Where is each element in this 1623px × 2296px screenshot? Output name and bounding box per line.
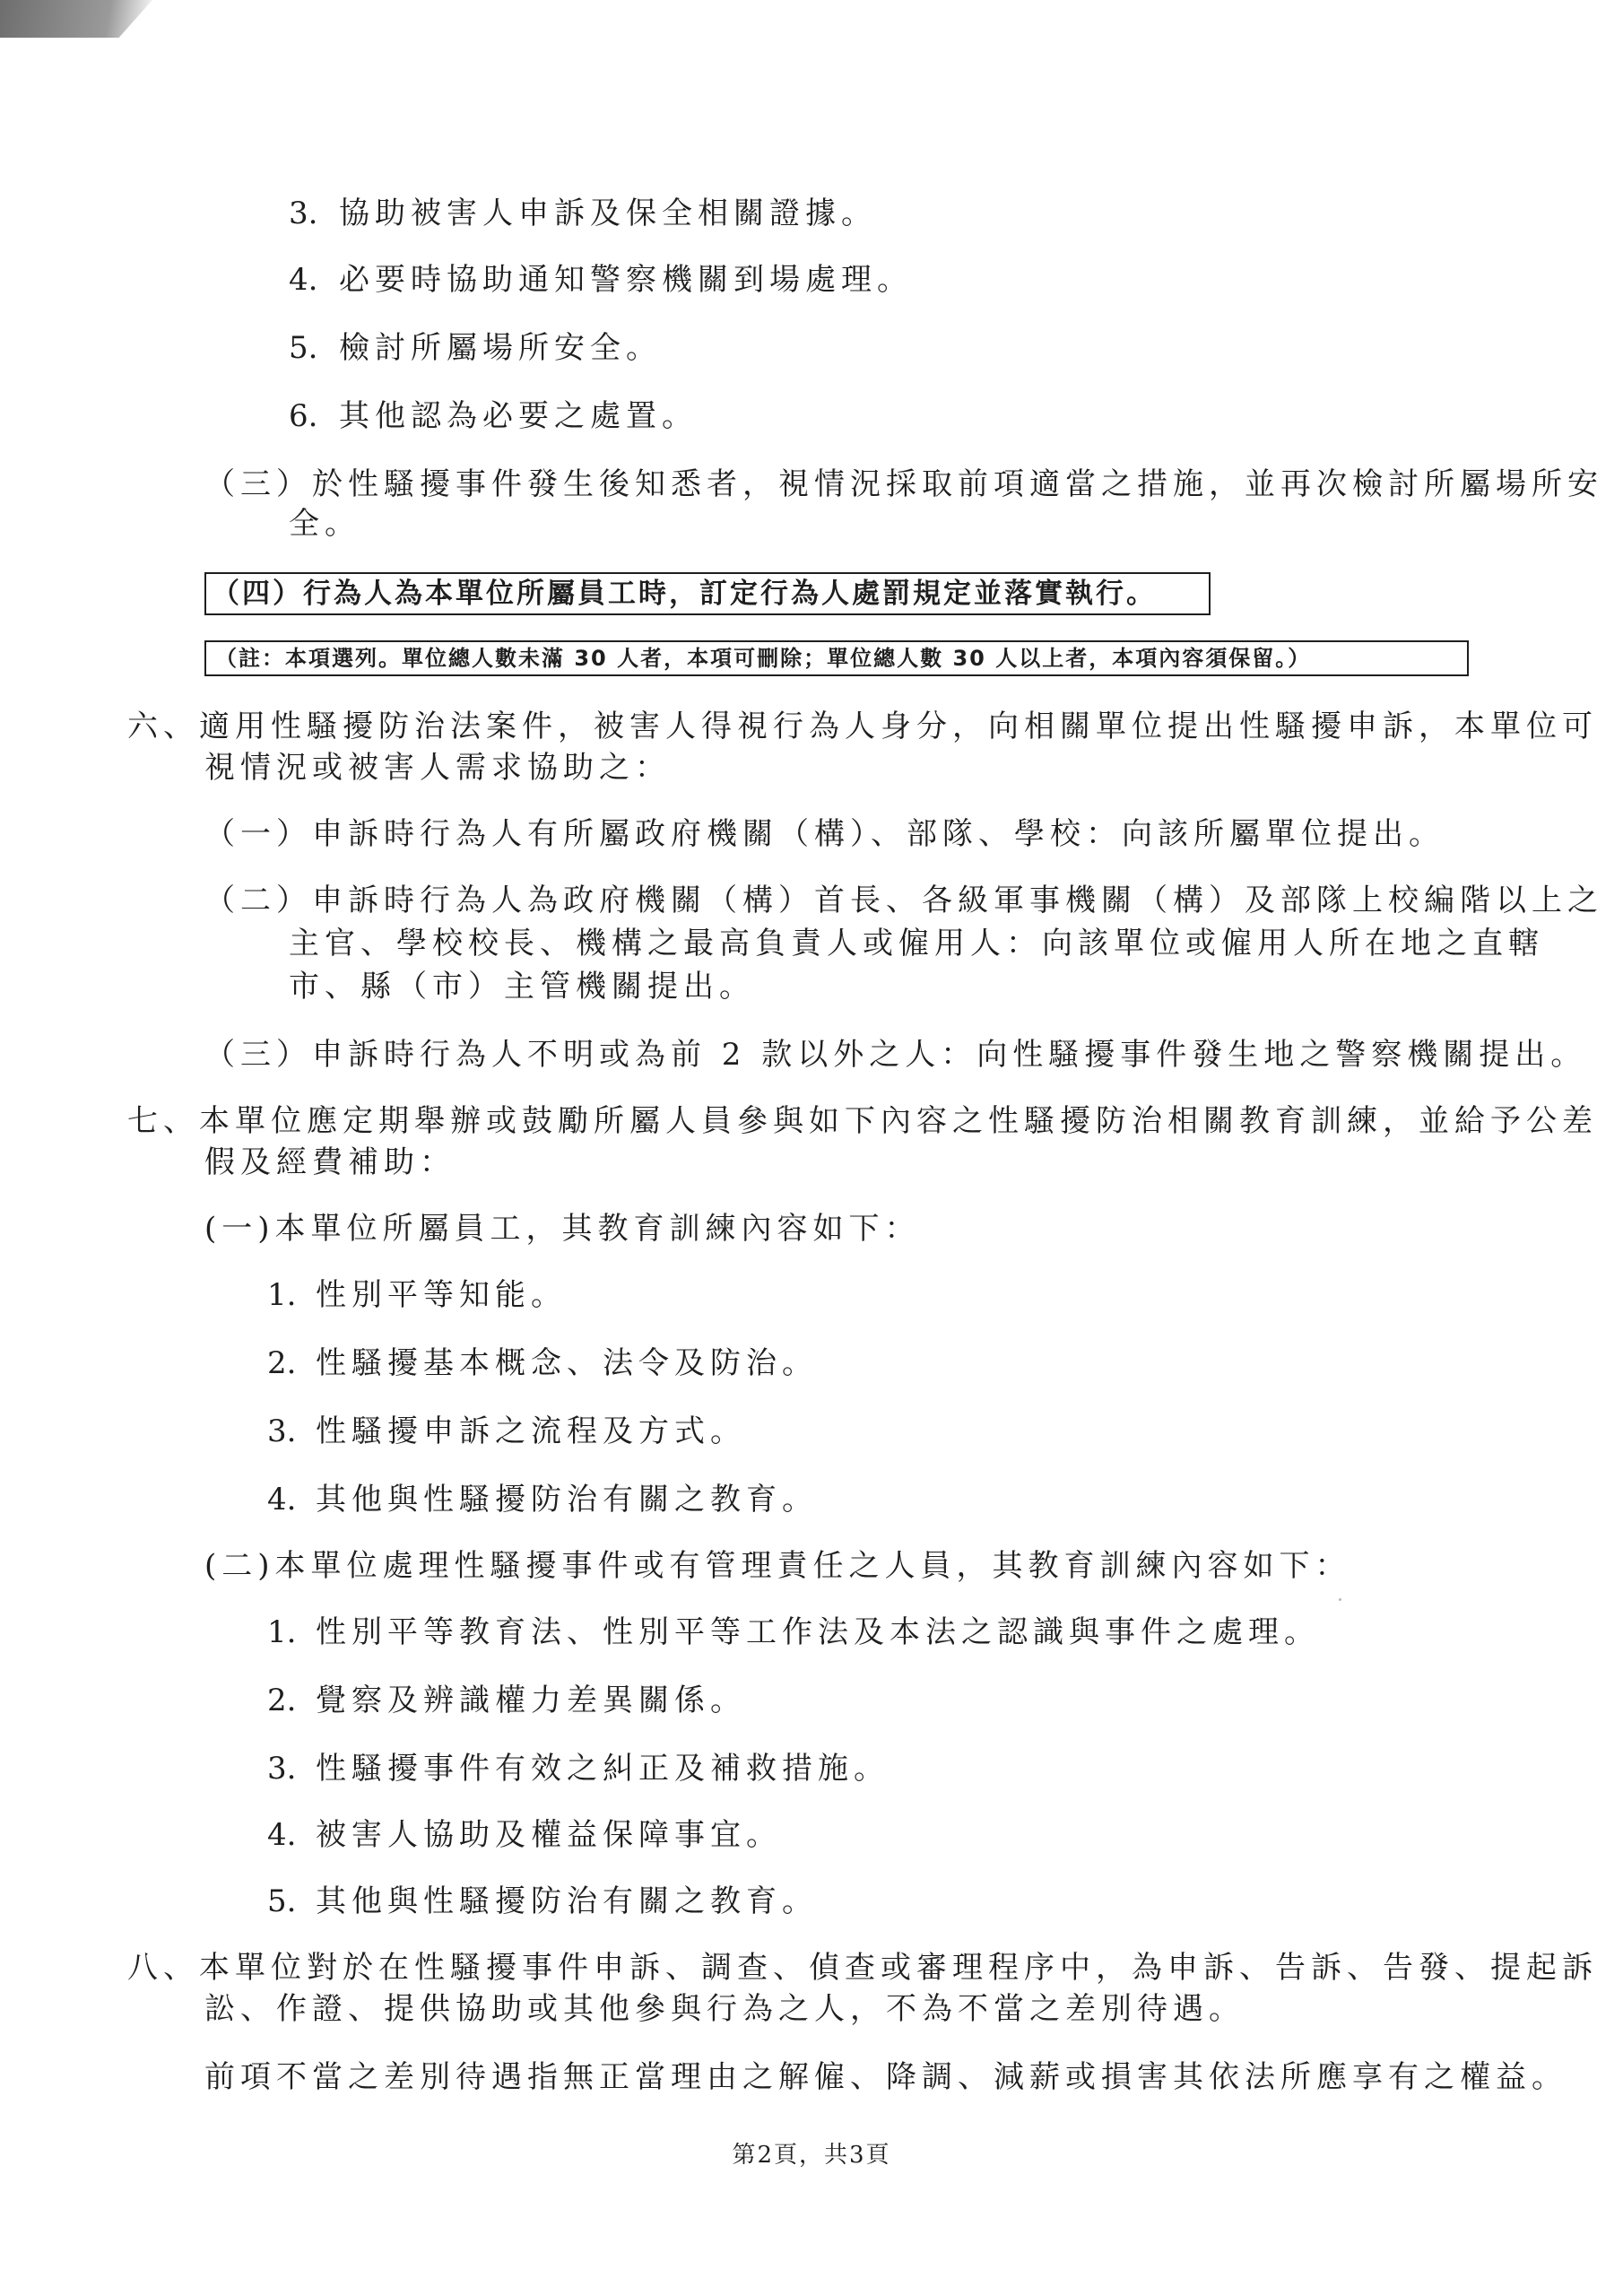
section-7-line2: 假及經費補助：	[204, 1144, 456, 1180]
section-6-sub2-line2: 主官、學校校長、機構之最高負責人或僱用人：向該單位或僱用人所在地之直轄	[289, 926, 1544, 961]
list-item-text: 必要時協助通知警察機關到場處理。	[339, 262, 913, 298]
section-6-sub3: （三）申訴時行為人不明或為前 2 款以外之人：向性騷擾事件發生地之警察機關提出。	[204, 1037, 1587, 1073]
clause-4-boxed-heading: （四）行為人為本單位所屬員工時，訂定行為人處罰規定並落實執行。	[204, 572, 1211, 615]
list-item-text: 性騷擾基本概念、法令及防治。	[316, 1345, 818, 1381]
list-item-number: 4.	[267, 1482, 297, 1518]
list-item-number: 2.	[267, 1683, 297, 1718]
list-item-text: 檢討所屬場所安全。	[339, 330, 662, 366]
list-item-text: 性騷擾申訴之流程及方式。	[316, 1413, 746, 1449]
section-6-sub2-line3: 市、縣（市）主管機關提出。	[289, 969, 755, 1004]
list-item-text: 性騷擾事件有效之糾正及補救措施。	[316, 1751, 890, 1787]
clause-3-line1: （三）於性騷擾事件發生後知悉者，視情況採取前項適當之措施，並再次檢討所屬場所安	[204, 466, 1603, 502]
section-6-sub1: （一）申訴時行為人有所屬政府機關（構）、部隊、學校：向該所屬單位提出。	[204, 816, 1445, 852]
section-6-line2: 視情況或被害人需求協助之：	[204, 750, 671, 786]
list-item-number: 1.	[267, 1277, 297, 1313]
list-item-number: 6.	[289, 398, 318, 434]
list-item-text: 其他與性騷擾防治有關之教育。	[316, 1883, 818, 1919]
list-item-text: 其他與性騷擾防治有關之教育。	[316, 1482, 818, 1518]
list-item-text: 被害人協助及權益保障事宜。	[316, 1817, 782, 1853]
list-item-text: 性別平等教育法、性別平等工作法及本法之認識與事件之處理。	[316, 1614, 1320, 1650]
list-item-number: 3.	[267, 1751, 297, 1787]
section-6-sub2-line1: （二）申訴時行為人為政府機關（構）首長、各級軍事機關（構）及部隊上校編階以上之	[204, 883, 1603, 918]
section-8-paragraph: 前項不當之差別待遇指無正當理由之解僱、降調、減薪或損害其依法所應享有之權益。	[204, 2059, 1567, 2095]
list-item-number: 1.	[267, 1614, 297, 1650]
scan-speck	[1339, 1598, 1341, 1601]
list-item-number: 4.	[267, 1817, 297, 1853]
list-item-text: 性別平等知能。	[316, 1277, 567, 1313]
section-7-sub1-heading: (一)本單位所屬員工，其教育訓練內容如下：	[204, 1211, 921, 1247]
list-item-number: 5.	[267, 1883, 297, 1919]
list-item-number: 3.	[267, 1413, 297, 1449]
page-number: 第2頁，共3頁	[732, 2142, 891, 2169]
section-7-sub2-heading: (二)本單位處理性騷擾事件或有管理責任之人員，其教育訓練內容如下：	[204, 1548, 1351, 1584]
section-6-line1: 六、適用性騷擾防治法案件，被害人得視行為人身分，向相關單位提出性騷擾申訴，本單位可	[127, 709, 1598, 744]
clause-4-note: （註：本項選列。單位總人數未滿 30 人者，本項可刪除；單位總人數 30 人以上者，本項內容須保留。）	[204, 640, 1469, 676]
scan-edge-mark	[0, 0, 152, 38]
section-8-line2: 訟、作證、提供協助或其他參與行為之人，不為不當之差別待遇。	[204, 1991, 1245, 2027]
list-item-text: 其他認為必要之處置。	[339, 398, 698, 434]
list-item-number: 3.	[289, 196, 318, 231]
list-item-number: 5.	[289, 330, 318, 366]
list-item-number: 4.	[289, 262, 318, 298]
section-7-line1: 七、本單位應定期舉辦或鼓勵所屬人員參與如下內容之性騷擾防治相關教育訓練，並給予公差	[127, 1103, 1598, 1139]
list-item-number: 2.	[267, 1345, 297, 1381]
section-8-line1: 八、本單位對於在性騷擾事件申訴、調查、偵查或審理程序中，為申訴、告訴、告發、提起訴	[127, 1950, 1598, 1986]
list-item-text: 覺察及辨識權力差異關係。	[316, 1683, 746, 1718]
clause-3-line2: 全。	[289, 506, 360, 542]
list-item-text: 協助被害人申訴及保全相關證據。	[339, 196, 877, 231]
